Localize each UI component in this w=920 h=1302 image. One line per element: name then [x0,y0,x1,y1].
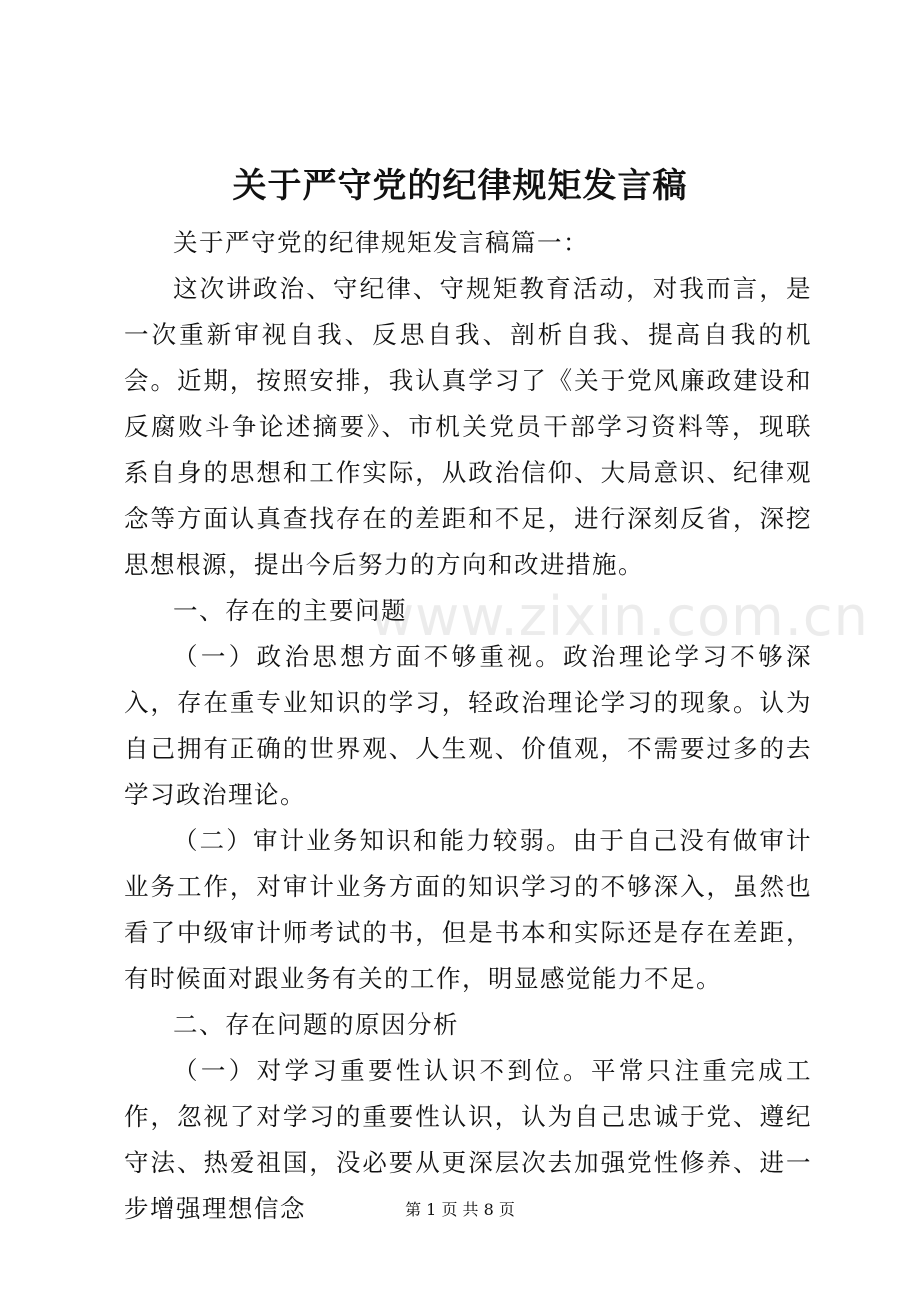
document-body [124,220,812,1232]
section-heading: 二、存在问题的原因分析 [173,1010,459,1039]
paragraph: （一）政治思想方面不够重视。政治理论学习不够深入，存在重专业知识的学习，轻政治理论学习的现象。认为自己拥有正确的世界观、人生观、价值观，不需要过多的去学习政治理论。 [124,642,812,809]
watermark: www.zixin.com.cn [370,585,869,648]
page-footer: 第 1 页 共 8 页 [405,1200,515,1219]
document-title: 关于严守党的纪律规矩发言稿 [232,166,688,206]
paragraph: 关于严守党的纪律规矩发言稿篇一： [173,228,589,257]
paragraph: 这次讲政治、守纪律、守规矩教育活动，对我而言，是一次重新审视自我、反思自我、剖析自我、提高自我的机会。近期，按照安排，我认真学习了《关于党风廉政建设和反腐败斗争论述摘要》、市机关党员干部学习资料等，现联系自身的思想和工作实际，从政治信仰、大局意识、纪律观念等方面认真查找存在的差距和不足，进行深刻反省，深挖思想根源，提出今后努力的方向和改进措施。 [124,274,812,579]
paragraph: （一）对学习重要性认识不到位。平常只注重完成工作，忽视了对学习的重要性认识，认为自己忠诚于党、遵纪守法、热爱祖国，没必要从更深层次去加强党性修养、进一步增强理想信念 [124,1056,812,1223]
section-heading: 一、存在的主要问题 [173,596,407,625]
paragraph: （二）审计业务知识和能力较弱。由于自己没有做审计业务工作，对审计业务方面的知识学习的不够深入，虽然也看了中级审计师考试的书，但是书本和实际还是存在差距，有时候面对跟业务有关的工作，明显感觉能力不足。 [124,826,812,993]
